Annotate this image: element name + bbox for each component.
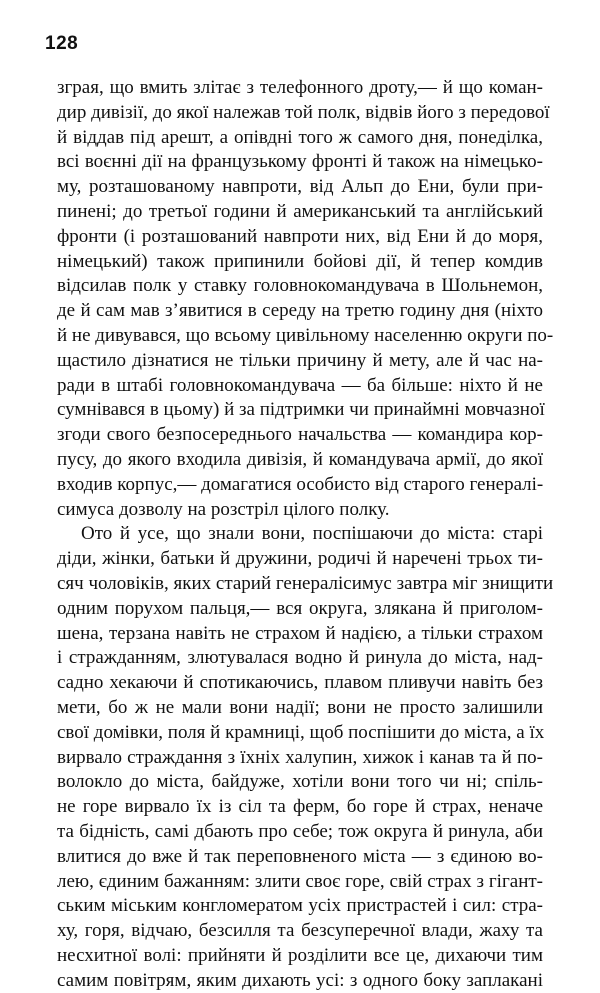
text-line: де й сам мав з’явитися в середу на третю годину дня (ніхто	[57, 300, 543, 322]
text-line: сяч чоловіків, яких старий генералісимус завтра міг знищити	[57, 572, 554, 594]
text-line: відсилав полк у ставку головнокомандувача в Шольнемон,	[57, 275, 543, 297]
text-line: щастило дізнатися не тільки причину й мету, але й час на-	[57, 349, 543, 371]
text-line: ським міським конгломератом усіх пристрастей і сил: стра-	[57, 895, 543, 917]
text-line: сумнівався в цьому) й за підтримки чи принаймні мовчазної	[57, 399, 545, 421]
text-line: й не дивувався, що всьому цивільному населенню округи по-	[57, 324, 554, 346]
text-line: самим повітрям, яким дихають усі: з одного боку заплакані	[57, 969, 543, 991]
text-line: зграя, що вмить злітає з телефонного дроту,— й що коман-	[57, 77, 543, 98]
page-text	[57, 76, 554, 993]
text-line: та бідність, самі дбають про себе; тож округа й ринула, аби	[57, 820, 543, 842]
text-line: входив корпус,— домагатися особисто від старого генералі-	[57, 473, 544, 495]
text-line: пусу, до якого входила дивізія, й командувача армії, до якої	[57, 448, 543, 470]
text-line: і стражданням, злютувалася водно й ринула до міста, над-	[57, 647, 543, 669]
text-line: свої домівки, поля й крамниці, щоб поспішити до міста, а їх	[57, 721, 545, 743]
text-line: вирвало страждання з їхніх халупин, хижок і канав та й по-	[57, 746, 543, 768]
page-number: 128	[45, 33, 79, 54]
text-line: німецький) також припинили бойові дії, й тепер комдив	[57, 250, 543, 272]
text-line: одним порухом пальця,— вся округа, злякана й приголом-	[57, 597, 543, 619]
text-line: пинені; до третьої години й американський та англійський	[57, 200, 543, 222]
text-line: лею, єдиним бажанням: злити своє горе, свій страх з гігант-	[57, 870, 543, 892]
text-line: фронти (і розташований навпроти них, від Ени й до моря,	[57, 225, 543, 247]
text-line: му, розташованому навпроти, від Альп до Ени, були при-	[57, 176, 543, 198]
text-line: ради в штабі головнокомандувача — ба більше: ніхто й не	[57, 374, 543, 396]
text-line: несхитної волі: прийняти й розділити все це, дихаючи тим	[57, 944, 543, 966]
text-line: шена, терзана навіть не страхом й надією, а тільки страхом	[57, 622, 543, 644]
text-line: влитися до вже й так переповненого міста — з єдиною во-	[57, 845, 543, 867]
text-line: дир дивізії, до якої належав той полк, відвів його з передової	[57, 101, 550, 123]
text-line: всі воєнні дії на французькому фронті й також на німецько-	[57, 151, 543, 173]
text-line: й віддав під арешт, а опівдні того ж самого дня, понеділка,	[57, 126, 543, 148]
paragraph-2	[57, 522, 554, 993]
text-line: Ото й усе, що знали вони, поспішаючи до міста: старі	[81, 523, 543, 545]
text-line: згоди свого безпосереднього начальства — командира кор-	[57, 424, 543, 446]
text-line: волокло до міста, байдуже, хотіли вони того чи ні; спіль-	[57, 771, 543, 793]
text-line: садно хекаючи й спотикаючись, плавом пливучи навіть без	[57, 672, 543, 694]
text-line: діди, жінки, батьки й дружини, родичі й наречені трьох ти-	[57, 548, 543, 570]
text-line: ху, горя, відчаю, безсилля та безсуперечної влади, жаху та	[57, 920, 543, 942]
text-line: не горе вирвало їх із сіл та ферм, бо горе й страх, неначе	[57, 796, 543, 818]
text-line: мети, бо ж не мали вони надії; вони не просто залишили	[57, 696, 543, 718]
text-line: симуса дозволу на розстріл цілого полку.	[57, 498, 390, 520]
paragraph-1	[57, 76, 554, 522]
